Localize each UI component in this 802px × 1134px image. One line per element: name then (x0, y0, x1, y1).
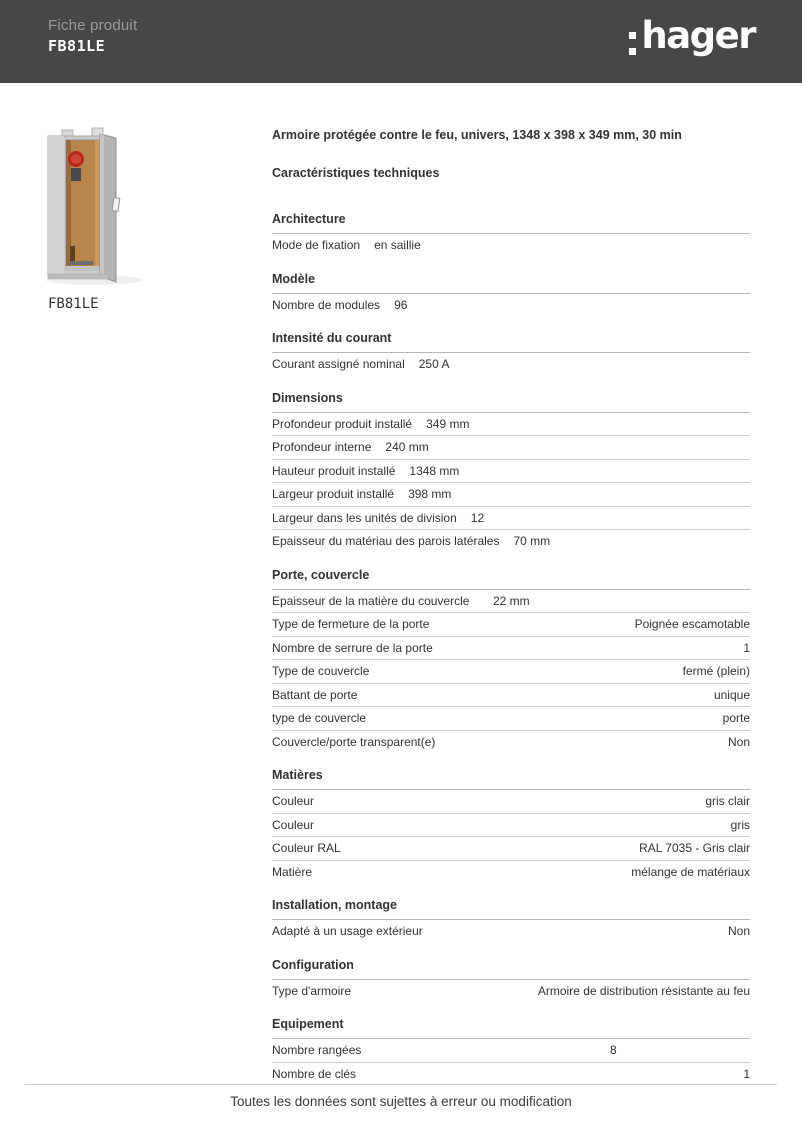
spec-section (272, 897, 750, 943)
spec-label: Profondeur produit installé (272, 416, 413, 431)
spec-value: unique (713, 687, 750, 702)
hager-logo (629, 16, 755, 57)
spec-label: Type de fermeture de la porte (272, 617, 430, 632)
spec-row (272, 530, 750, 553)
spec-label: Largeur dans les unités de division (272, 510, 457, 525)
spec-label: Nombre de clés (272, 1066, 357, 1081)
spec-row (272, 861, 750, 884)
spec-section (272, 567, 750, 754)
spec-section (272, 767, 750, 883)
section-title: Dimensions (272, 390, 750, 413)
spec-row (272, 814, 750, 838)
logo-text: hager (641, 14, 755, 57)
spec-column (272, 127, 750, 1085)
spec-value: 12 (470, 510, 485, 525)
spec-label: Profondeur interne (272, 440, 372, 455)
spec-value: 1 (743, 640, 750, 655)
section-title: Architecture (272, 211, 750, 234)
spec-label: Largeur produit installé (272, 487, 395, 502)
spec-row (272, 436, 750, 460)
subtitle: Caractéristiques techniques (272, 166, 440, 180)
product-code: FB81LE (48, 37, 106, 55)
spec-row (272, 731, 750, 754)
header-bar (0, 0, 802, 83)
spec-section (272, 390, 750, 553)
doc-type-label: Fiche produit (48, 17, 138, 34)
spec-row (272, 413, 750, 437)
spec-value: 398 mm (408, 487, 452, 502)
spec-value: 8 (610, 1043, 617, 1058)
spec-value: porte (722, 711, 750, 726)
spec-row (272, 660, 750, 684)
spec-row (272, 707, 750, 731)
footer-note: Toutes les données sont sujettes à erreur ou modification (230, 1094, 572, 1109)
spec-value: mélange de matériaux (631, 864, 750, 879)
cabinet-illustration (42, 126, 154, 292)
spec-label: Couleur (272, 817, 315, 832)
spec-label: Battant de porte (272, 687, 358, 702)
spec-row (272, 234, 750, 257)
spec-value: en saillie (374, 238, 421, 253)
spec-row (272, 507, 750, 531)
spec-row (272, 613, 750, 637)
logo-colon-icon (629, 32, 636, 55)
spec-row (272, 790, 750, 814)
spec-label: Couleur RAL (272, 841, 341, 856)
spec-value: RAL 7035 - Gris clair (639, 841, 750, 856)
spec-label: Couleur (272, 794, 315, 809)
spec-value: 349 mm (426, 416, 470, 431)
spec-row (272, 460, 750, 484)
spec-label: Mode de fixation (272, 238, 361, 253)
spec-label: Matière (272, 864, 313, 879)
spec-value: Non (727, 924, 750, 939)
section-title: Matières (272, 767, 750, 790)
spec-row (272, 1039, 750, 1063)
spec-label: Type d'armoire (272, 983, 351, 998)
spec-value: 70 mm (513, 534, 551, 549)
spec-row (272, 980, 750, 1003)
spec-value: Non (727, 734, 750, 749)
spec-label: Courant assigné nominal (272, 357, 405, 372)
spec-label: Epaisseur du matériau des parois latérales (272, 534, 500, 549)
spec-label: Adapté à un usage extérieur (272, 924, 423, 939)
spec-value: 96 (394, 297, 408, 312)
spec-value: Poignée escamotable (634, 617, 750, 632)
spec-row (272, 1063, 750, 1086)
spec-value: 22 mm (493, 593, 530, 608)
spec-label: type de couvercle (272, 711, 367, 726)
spec-label: Type de couvercle (272, 664, 370, 679)
spec-value: gris clair (705, 794, 750, 809)
section-title: Configuration (272, 957, 750, 980)
spec-value: 1348 mm (409, 463, 460, 478)
spec-row (272, 483, 750, 507)
spec-value: Armoire de distribution résistante au feu (537, 983, 750, 998)
spec-value: 250 A (418, 357, 450, 372)
spec-row (272, 294, 750, 317)
product-caption: FB81LE (48, 296, 99, 312)
spec-label: Nombre de modules (272, 297, 381, 312)
spec-value: 1 (743, 1066, 750, 1081)
section-title: Modèle (272, 271, 750, 294)
section-title: Installation, montage (272, 897, 750, 920)
spec-label: Hauteur produit installé (272, 463, 396, 478)
spec-section (272, 271, 750, 317)
spec-value: gris (730, 817, 750, 832)
product-photo (42, 126, 154, 292)
section-title: Intensité du courant (272, 330, 750, 353)
spec-label: Epaisseur de la matière du couvercle (272, 593, 470, 608)
spec-value: fermé (plein) (682, 664, 750, 679)
page-title: Armoire protégée contre le feu, univers, 1348 x 398 x 349 mm, 30 min (272, 128, 682, 142)
spec-row (272, 837, 750, 861)
spec-row (272, 637, 750, 661)
footer-divider (25, 1084, 777, 1085)
spec-label: Nombre de serrure de la porte (272, 640, 433, 655)
spec-row (272, 353, 750, 376)
section-title: Equipement (272, 1016, 750, 1039)
spec-row (272, 684, 750, 708)
section-title: Porte, couvercle (272, 567, 750, 590)
spec-section (272, 1016, 750, 1085)
spec-row (272, 590, 750, 614)
spec-sections (272, 211, 750, 1085)
spec-section (272, 330, 750, 376)
spec-section (272, 957, 750, 1003)
spec-value: 240 mm (385, 440, 429, 455)
spec-section (272, 211, 750, 257)
spec-label: Nombre rangées (272, 1043, 362, 1058)
spec-label: Couvercle/porte transparent(e) (272, 734, 436, 749)
spec-row (272, 920, 750, 943)
